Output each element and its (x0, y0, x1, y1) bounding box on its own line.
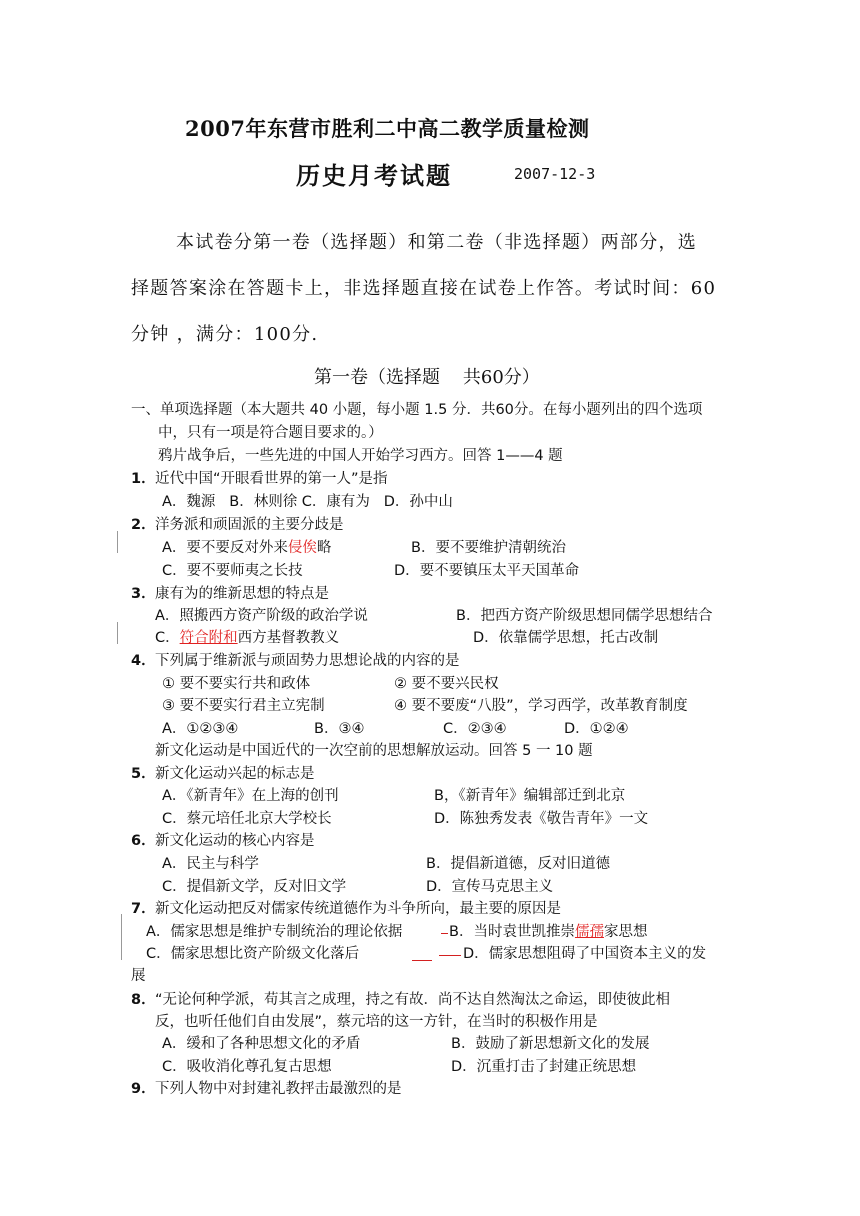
q5-option-c: C．蔡元培任北京大学校长 (162, 811, 332, 827)
q6-option-a: A．民主与科学 (162, 856, 259, 872)
q7-number: 7． (131, 901, 156, 917)
q8-option-a: A．缓和了各种思想文化的矛盾 (162, 1036, 361, 1052)
exam-title-line2: 历史月考试题 (296, 161, 452, 190)
q5-option-a: A．《新青年》在上海的创刊 (162, 788, 339, 804)
q5-option-b: B，《新青年》编辑部迁到北京 (434, 788, 626, 804)
intro-line2: 择题答案涂在答题卡上，非选择题直接在试卷上作答。考试时间：60 (131, 278, 717, 299)
q8-option-b: B．鼓励了新思想新文化的发展 (451, 1036, 650, 1052)
q2-option-a-text: A．要不要反对外来 (162, 540, 288, 556)
q7-option-b-revision: 儒孺 (574, 924, 604, 940)
q4-option-c: C．②③④ (443, 721, 507, 737)
q3-option-c (155, 626, 339, 647)
q7-option-b-suffix: 家思想 (603, 924, 648, 940)
group2-intro: 新文化运动是中国近代的一次空前的思想解放运动。回答 5 一 10 题 (155, 743, 593, 759)
q1-options: A．魏源 B．林则徐 C．康有为 D．孙中山 (162, 494, 453, 510)
q6-option-b: B．提倡新道德，反对旧道德 (426, 856, 610, 872)
q5-option-d: D．陈独秀发表《敬告青年》一文 (434, 811, 649, 827)
q3-option-b: B．把西方资产阶级思想同儒学思想结合 (456, 608, 713, 624)
q7-option-c: C．儒家思想比资产阶级文化落后 (146, 946, 360, 962)
q4-option-a: A．①②③④ (162, 721, 239, 737)
q8-number: 8． (131, 992, 156, 1008)
q4-number: 4． (131, 653, 156, 669)
revision-mark (441, 933, 448, 934)
q2-option-b: B．要不要维护清朝统治 (411, 540, 566, 556)
revision-mark (412, 960, 432, 961)
q7-option-d-wrap: 展 (131, 968, 146, 984)
q6-option-d: D．宣传马克思主义 (426, 879, 554, 895)
q4-item-2: ② 要不要兴民权 (394, 676, 499, 692)
q8-option-d: D．沉重打击了封建正统思想 (451, 1059, 637, 1075)
q5-number: 5． (131, 766, 156, 782)
q4-option-b: B．③④ (314, 721, 365, 737)
revision-bar (117, 622, 118, 644)
exam-date: 2007-12-3 (514, 165, 596, 183)
section-instructions-line1: 一、单项选择题（本大题共 40 小题，每小题 1.5 分．共60分。在每小题列出的四个选项 (131, 402, 703, 418)
q7-option-b (449, 920, 647, 941)
q8-stem-line2: 反，也听任他们自由发展”，蔡元培的这一方针，在当时的积极作用是 (155, 1014, 598, 1030)
q7-stem: 新文化运动把反对儒家传统道德作为斗争所向，最主要的原因是 (155, 901, 561, 917)
q9-number: 9． (131, 1081, 156, 1097)
q4-item-1: ① 要不要实行共和政体 (162, 676, 311, 692)
q3-option-c-text: 西方基督教教义 (237, 630, 340, 646)
section-instructions-line2: 中，只有一项是符合题目要求的。） (158, 425, 383, 441)
q2-option-a-revision: 侵俟 (287, 540, 317, 556)
q1-number: 1． (131, 471, 156, 487)
q4-stem: 下列属于维新派与顽固势力思想论战的内容的是 (155, 653, 460, 669)
q2-option-a (162, 536, 331, 557)
q7-option-b-text: B．当时袁世凯推崇 (449, 924, 575, 940)
q4-item-3: ③ 要不要实行君主立宪制 (162, 698, 325, 714)
section-title: 第一卷（选择题 共60分） (314, 367, 540, 388)
q3-option-c-revision: 符合附和 (179, 630, 238, 646)
group1-intro: 鸦片战争后，一些先进的中国人开始学习西方。回答 1——4 题 (158, 448, 563, 464)
q3-option-d: D．依靠儒学思想，托古改制 (473, 630, 659, 646)
q9-stem: 下列人物中对封建礼教抨击最激烈的是 (155, 1081, 402, 1097)
q7-option-d: D．儒家思想阻碍了中国资本主义的发 (463, 946, 707, 962)
q2-option-d: D．要不要镇压太平天国革命 (394, 563, 580, 579)
intro-line1: 本试卷分第一卷（选择题）和第二卷（非选择题）两部分，选 (176, 232, 698, 253)
q2-option-a-suffix: 略 (316, 540, 332, 556)
q6-option-c: C．提倡新文学，反对旧文学 (162, 879, 347, 895)
q4-option-d: D．①②④ (564, 721, 629, 737)
exam-title-line1: 2007年东营市胜利二中高二教学质量检测 (185, 116, 590, 141)
q3-stem: 康有为的维新思想的特点是 (155, 586, 329, 602)
q7-option-a: A．儒家思想是维护专制统治的理论依据 (146, 924, 403, 940)
q8-option-c: C．吸收消化尊孔复古思想 (162, 1059, 332, 1075)
q3-option-a: A．照搬西方资产阶级的政治学说 (155, 608, 368, 624)
q6-stem: 新文化运动的核心内容是 (155, 833, 315, 849)
q5-stem: 新文化运动兴起的标志是 (155, 766, 315, 782)
q1-stem: 近代中国“开眼看世界的第一人”是指 (155, 471, 388, 487)
q6-number: 6． (131, 833, 156, 849)
q4-item-4: ④ 要不要废“八股”，学习西学，改革教育制度 (394, 698, 688, 714)
q3-option-c-label: C． (155, 630, 180, 646)
q8-stem: “无论何种学派，苟其言之成理，持之有故．尚不达自然淘汰之命运，即使彼此相 (155, 992, 671, 1008)
q2-option-c: C．要不要师夷之长技 (162, 563, 303, 579)
q2-number: 2． (131, 517, 156, 533)
q2-stem: 洋务派和顽固派的主要分歧是 (155, 517, 344, 533)
q3-number: 3． (131, 586, 156, 602)
revision-bar (121, 914, 122, 960)
revision-bar (117, 531, 118, 553)
intro-line3: 分钟 ，满分：100分. (131, 324, 319, 345)
revision-mark (439, 955, 461, 956)
